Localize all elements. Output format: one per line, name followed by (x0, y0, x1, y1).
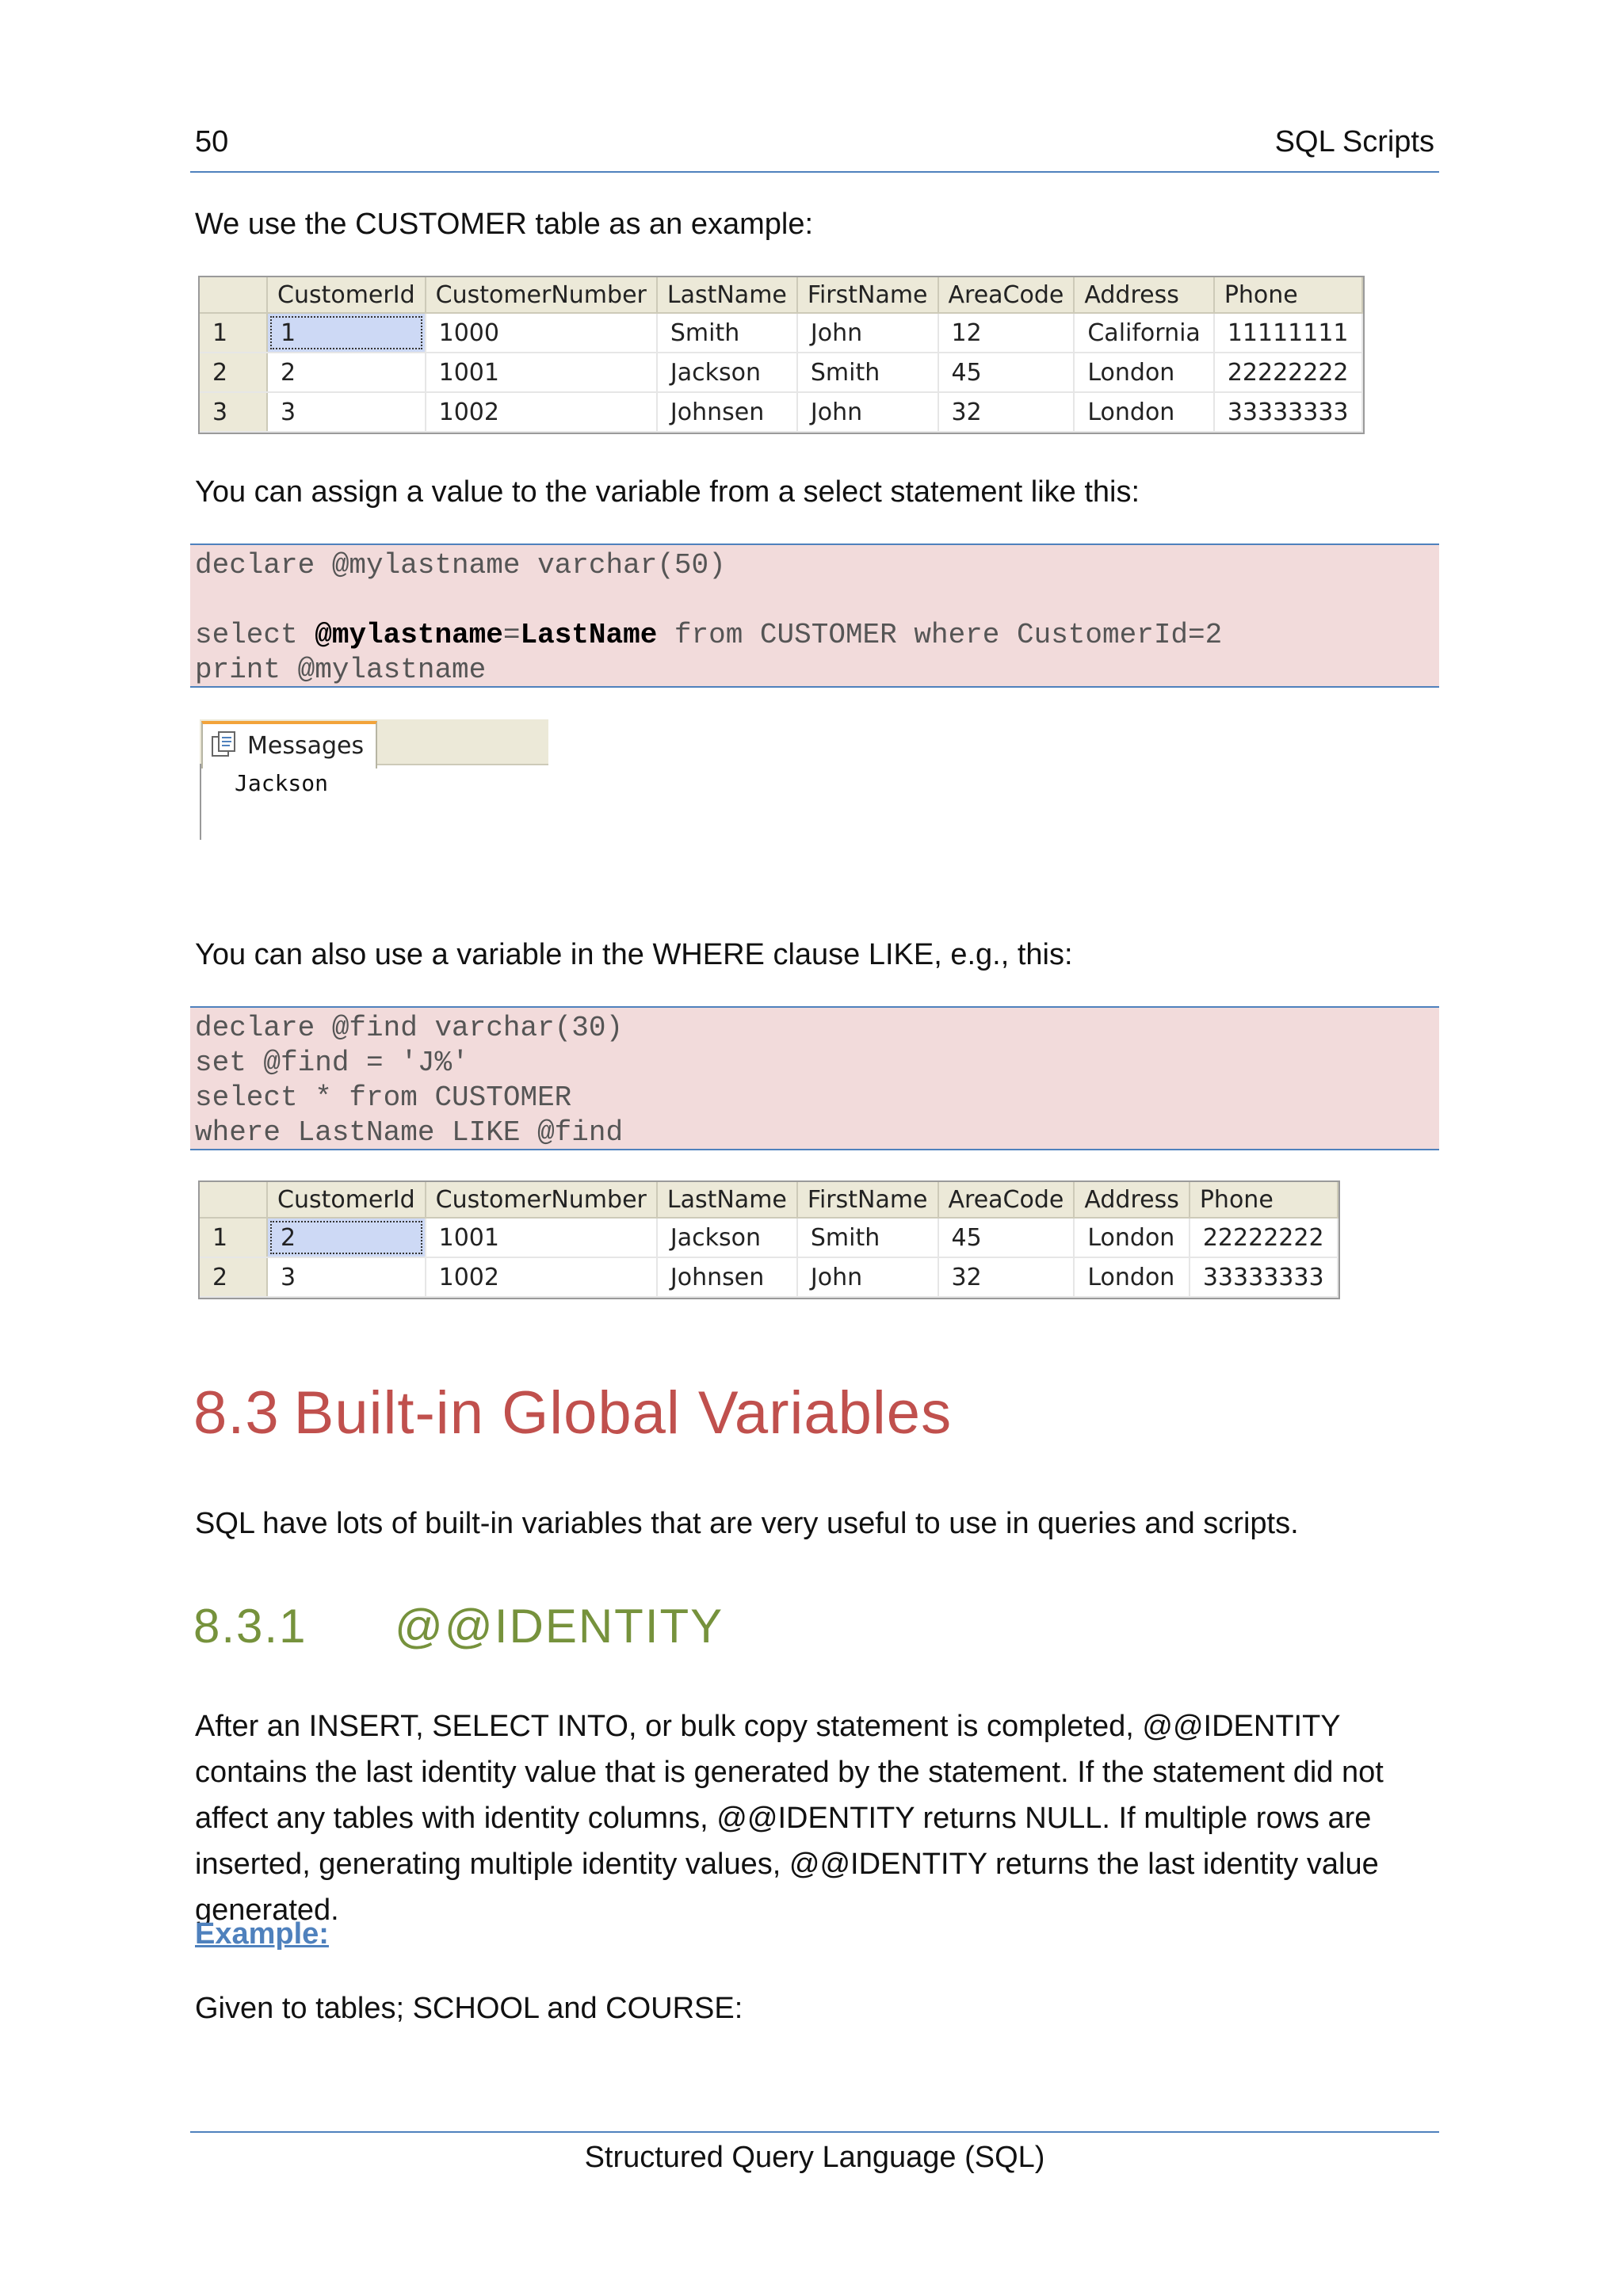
column-header[interactable]: FirstName (797, 277, 938, 313)
table-cell[interactable]: Johnsen (657, 1257, 797, 1297)
section-text: SQL have lots of built-in variables that are very useful to use in queries and scripts. (195, 1507, 1299, 1540)
table-cell[interactable]: 3 (267, 392, 426, 432)
section-number: 8.3 (193, 1379, 280, 1447)
table-cell[interactable]: 45 (938, 353, 1075, 392)
table-cell[interactable]: London (1074, 353, 1213, 392)
code-line-pre: select (195, 619, 315, 651)
column-header[interactable]: LastName (657, 277, 797, 313)
where-text: You can also use a variable in the WHERE clause LIKE, e.g., this: (195, 938, 1073, 971)
assign-text: You can assign a value to the variable from a select statement like this: (195, 475, 1140, 509)
table-cell[interactable]: Smith (797, 1218, 938, 1257)
table-cell[interactable]: 1002 (426, 1257, 657, 1297)
table-cell[interactable]: 2 (267, 353, 426, 392)
table-cell[interactable]: London (1074, 1257, 1189, 1297)
table-cell[interactable]: John (797, 1257, 938, 1297)
table-cell[interactable]: 1002 (426, 392, 657, 432)
column-header[interactable]: FirstName (797, 1182, 938, 1218)
column-header[interactable]: Address (1074, 277, 1213, 313)
code-block-where (190, 1006, 1439, 1150)
grid-corner (200, 277, 267, 313)
table-cell[interactable]: Jackson (657, 1218, 797, 1257)
table-cell[interactable]: Jackson (657, 353, 797, 392)
code-operator: = (502, 619, 521, 651)
table-cell[interactable]: 22222222 (1190, 1218, 1338, 1257)
code-line: select * from CUSTOMER (195, 1081, 572, 1114)
messages-icon (211, 730, 238, 759)
column-header[interactable]: AreaCode (938, 277, 1075, 313)
section-heading (193, 1379, 952, 1447)
table-cell[interactable]: 11111111 (1214, 313, 1362, 353)
table-cell[interactable]: 12 (938, 313, 1075, 353)
column-header[interactable]: CustomerNumber (426, 277, 657, 313)
column-header[interactable]: Address (1074, 1182, 1189, 1218)
customer-results-grid (198, 276, 1365, 434)
page-header (190, 119, 1439, 173)
table-row (200, 1218, 1338, 1257)
table-cell[interactable]: London (1074, 1218, 1189, 1257)
table-cell[interactable]: Smith (797, 353, 938, 392)
column-header[interactable]: CustomerId (267, 1182, 426, 1218)
results-table (200, 1182, 1338, 1298)
table-cell[interactable]: 22222222 (1214, 353, 1362, 392)
code-block-assign (190, 543, 1439, 688)
table-row (200, 313, 1362, 353)
tab-messages[interactable] (201, 721, 377, 769)
message-output: Jackson (235, 770, 329, 796)
table-cell[interactable]: 1001 (426, 353, 657, 392)
given-tables-text: Given to tables; SCHOOL and COURSE: (195, 1992, 743, 2025)
code-line-post: from CUSTOMER where CustomerId=2 (657, 619, 1223, 651)
table-row (200, 1257, 1338, 1297)
table-cell[interactable]: 32 (938, 392, 1075, 432)
table-header-row (200, 1182, 1338, 1218)
section-title: Built-in Global Variables (293, 1379, 953, 1447)
table-cell[interactable]: John (797, 392, 938, 432)
example-link[interactable]: Example: (195, 1917, 329, 1951)
table-cell[interactable]: Smith (657, 313, 797, 353)
page-number: 50 (195, 125, 229, 158)
row-number[interactable]: 2 (200, 1257, 267, 1297)
grid-corner (200, 1182, 267, 1218)
identity-description: After an INSERT, SELECT INTO, or bulk copy statement is completed, @@IDENTITY contains the last identity value that is generated by the statement. If the statement did not affect any tables with identity columns, @@IDENTITY returns NULL. If multiple rows are inserted, generating multiple identity values, @@IDENTITY returns the last identity value generated. (195, 1710, 1384, 1927)
table-cell[interactable]: California (1074, 313, 1213, 353)
table-cell[interactable]: 32 (938, 1257, 1075, 1297)
code-variable: @mylastname (315, 619, 503, 651)
page-footer: Structured Query Language (SQL) (190, 2131, 1439, 2175)
column-header[interactable]: CustomerNumber (426, 1182, 657, 1218)
subsection-heading (193, 1599, 724, 1653)
code-line: declare @mylastname varchar(50) (195, 549, 726, 582)
table-cell[interactable]: 33333333 (1214, 392, 1362, 432)
table-cell[interactable]: 2 (267, 1218, 426, 1257)
intro-text: We use the CUSTOMER table as an example: (195, 208, 814, 241)
code-line: where LastName LIKE @find (195, 1116, 624, 1149)
column-header[interactable]: Phone (1190, 1182, 1338, 1218)
messages-panel (200, 719, 548, 830)
column-header[interactable]: AreaCode (938, 1182, 1075, 1218)
tab-label: Messages (247, 732, 365, 760)
table-cell[interactable]: 45 (938, 1218, 1075, 1257)
table-row (200, 392, 1362, 432)
code-line: set @find = 'J%' (195, 1047, 469, 1079)
table-cell[interactable]: London (1074, 392, 1213, 432)
subsection-number: 8.3.1 (193, 1600, 307, 1653)
row-number[interactable]: 1 (200, 1218, 267, 1257)
table-cell[interactable]: 33333333 (1190, 1257, 1338, 1297)
column-header[interactable]: CustomerId (267, 277, 426, 313)
row-number[interactable]: 3 (200, 392, 267, 432)
results-table (200, 277, 1363, 433)
table-cell[interactable]: John (797, 313, 938, 353)
panel-border (200, 764, 201, 840)
column-header[interactable]: LastName (657, 1182, 797, 1218)
table-cell[interactable]: Johnsen (657, 392, 797, 432)
chapter-title: SQL Scripts (1274, 125, 1434, 158)
table-cell[interactable]: 1000 (426, 313, 657, 353)
table-cell[interactable]: 1 (267, 313, 426, 353)
code-line: print @mylastname (195, 654, 487, 686)
filtered-results-grid (198, 1180, 1340, 1299)
row-number[interactable]: 1 (200, 313, 267, 353)
column-header[interactable]: Phone (1214, 277, 1362, 313)
table-header-row (200, 277, 1362, 313)
row-number[interactable]: 2 (200, 353, 267, 392)
table-row (200, 353, 1362, 392)
table-cell[interactable]: 3 (267, 1257, 426, 1297)
table-cell[interactable]: 1001 (426, 1218, 657, 1257)
subsection-title: @@IDENTITY (395, 1600, 724, 1653)
code-line: declare @find varchar(30) (195, 1012, 624, 1044)
code-column: LastName (520, 619, 658, 651)
